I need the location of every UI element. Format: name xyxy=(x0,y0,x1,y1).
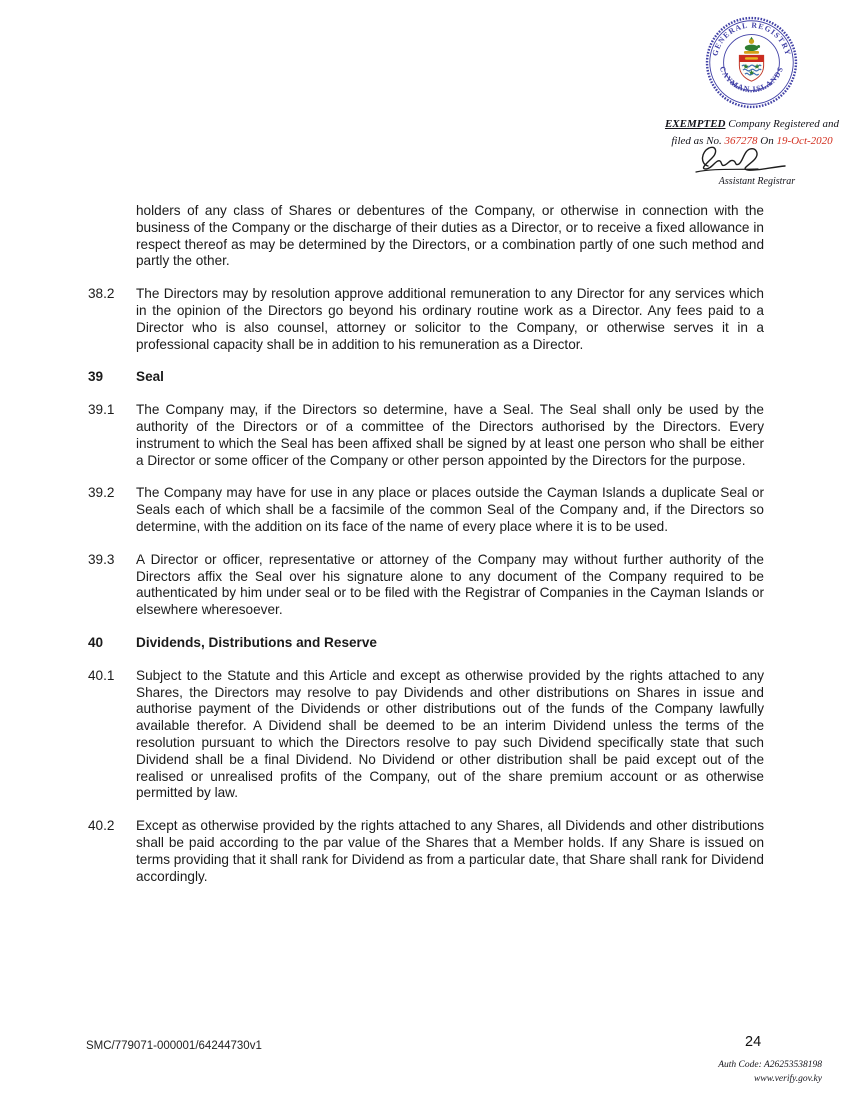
seal-bottom-text: CAYMAN ISLANDS xyxy=(717,64,786,94)
clause-number: 38.2 xyxy=(88,286,115,302)
clause-number: 40.2 xyxy=(88,818,115,834)
cayman-coat-of-arms-icon xyxy=(739,37,763,81)
clause-text: Except as otherwise provided by the rights attached to any Shares, all Dividends and other distributions shall be paid according to the par value of the Shares that a Member holds. If any Share is issued on terms providing that it shall rank for Dividend as from a particular date, that Share shall rank for Dividend accordingly. xyxy=(136,818,764,884)
registration-date: 19-Oct-2020 xyxy=(776,135,833,147)
section-title: Seal xyxy=(136,369,164,385)
clause-number: 39.3 xyxy=(88,551,115,567)
general-registry-seal-icon xyxy=(704,15,799,110)
registration-number: 367278 xyxy=(724,135,758,147)
section-title: Dividends, Distributions and Reserve xyxy=(136,634,377,650)
registrar-signature-icon xyxy=(692,142,792,176)
document-reference: SMC/779071-000001/64244730v1 xyxy=(86,1040,262,1052)
clause xyxy=(88,203,764,270)
stamp-line1-rest: Company Registered and xyxy=(725,118,840,130)
clause xyxy=(88,286,764,353)
auth-block xyxy=(718,1058,822,1086)
clause-number: 40.1 xyxy=(88,667,115,683)
section-heading xyxy=(88,635,764,652)
seal-top-text: GENERAL REGISTRY xyxy=(710,20,793,57)
auth-code: Auth Code: A26253538198 xyxy=(718,1060,822,1070)
signer-title: Assistant Registrar xyxy=(718,176,796,187)
clause-text: Subject to the Statute and this Article and except as otherwise provided by the rights attached to any Shares, the Directors may resolve to pay Dividends and other distributions on Shares in issue and authorise payment of the Dividends or other distributions out of the funds of the Company lawfully available therefor. A Dividend shall be deemed to be an interim Dividend unless the terms of the resolution pursuant to which the Directors resolve to pay such Dividend specifically state that such Dividend shall be a final Dividend. No Dividend or other distribution shall be paid except out of the realised or unrealised profits of the Company, out of the share premium account or as otherwise permitted by law. xyxy=(136,667,764,801)
filed-as-label: filed as No. xyxy=(671,135,725,147)
clause xyxy=(88,485,764,535)
exempted-label: EXEMPTED xyxy=(664,118,726,130)
clause-text: holders of any class of Shares or debentures of the Company, or otherwise in connection with the business of the Company or the discharge of their duties as a Director, or to receive a fixed allowance in respect thereof as may be determined by the Directors, or a combination partly of one such method and partly the other. xyxy=(136,203,764,269)
clause xyxy=(88,402,764,469)
clause xyxy=(88,552,764,619)
clause-text: A Director or officer, representative or attorney of the Company may without further authority of the Directors affix the Seal over his signature alone to any document of the Company required to be authenticated by him under seal or to be filed with the Registrar of Companies in the Cayman Islands or elsewhere wheresoever. xyxy=(136,551,764,618)
stamp-line-1 xyxy=(656,116,848,133)
section-heading xyxy=(88,369,764,386)
clause xyxy=(88,668,764,802)
clause-text: The Company may have for use in any place or places outside the Cayman Islands a duplicate Seal or Seals each of which shall be a facsimile of the common Seal of the Company and, if the Directors so determine, with the addition on its face of the name of every place where it is to be used. xyxy=(136,485,764,534)
on-label: On xyxy=(757,135,777,147)
clause-text: The Company may, if the Directors so determine, have a Seal. The Seal shall only be used by the authority of the Directors or of a committee of the Directors authorised by the Directors. Every instrument to which the Seal has been affixed shall be signed by at least one person who shall be either a Director or some officer of the Company or other person appointed by the Directors for the purpose. xyxy=(136,402,764,468)
document-body xyxy=(88,203,764,901)
clause-number: 39.1 xyxy=(88,402,115,418)
verify-url: www.verify.gov.ky xyxy=(754,1074,822,1084)
clause-number: 39.2 xyxy=(88,485,115,501)
clause-number: 40 xyxy=(88,634,104,650)
clause xyxy=(88,818,764,885)
clause-number: 39 xyxy=(88,369,104,385)
page-number: 24 xyxy=(745,1034,762,1050)
clause-text: The Directors may by resolution approve additional remuneration to any Director for any services which in the opinion of the Directors go beyond his ordinary routine work as a Director. Any fees paid to a Director who is also counsel, attorney or solicitor to the Company, or otherwise serves it in a professional capacity shall be in addition to his remuneration as a Director. xyxy=(136,286,764,352)
clause-number xyxy=(88,203,136,270)
